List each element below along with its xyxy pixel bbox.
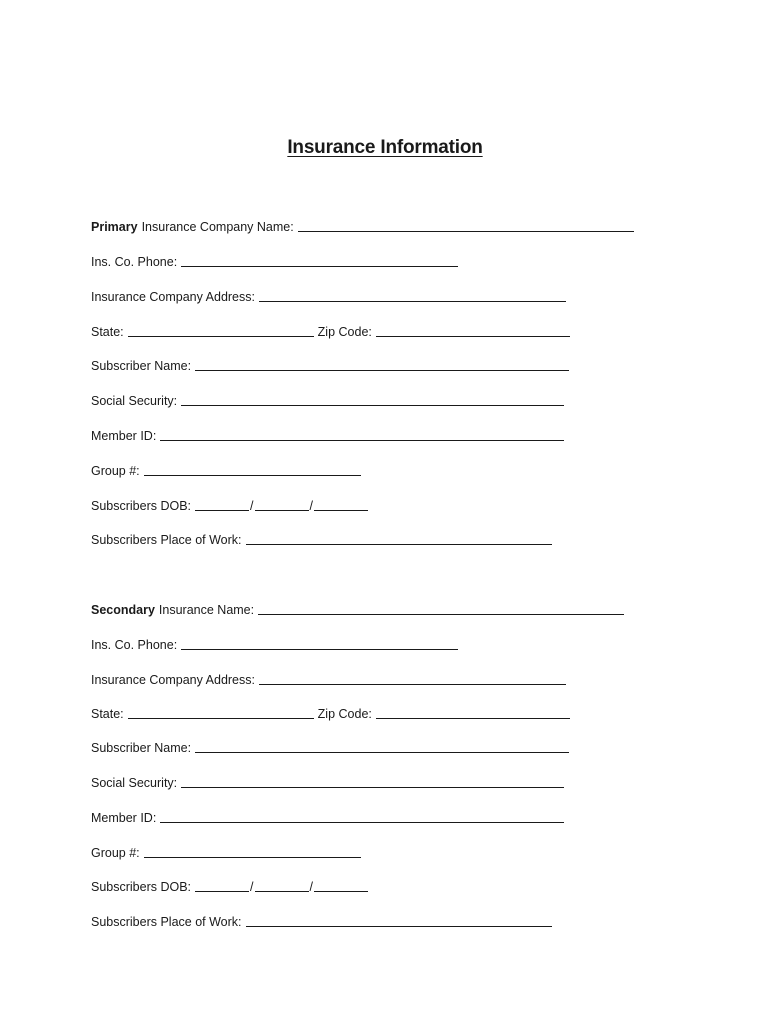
primary-ssn-field[interactable] <box>181 391 564 406</box>
secondary-work-label: Subscribers Place of Work: <box>91 915 242 929</box>
secondary-group-row <box>91 840 361 860</box>
primary-company-name-row <box>91 214 634 234</box>
secondary-state-field[interactable] <box>128 704 314 719</box>
primary-ssn-row <box>91 388 564 408</box>
primary-subscriber-row <box>91 353 569 373</box>
page-title: Insurance Information <box>287 137 483 158</box>
primary-dob-label: Subscribers DOB: <box>91 499 192 513</box>
secondary-ssn-row <box>91 770 564 790</box>
primary-state-label: State: <box>91 325 124 339</box>
primary-subscriber-label: Subscriber Name: <box>91 359 192 373</box>
primary-subscriber-field[interactable] <box>195 356 569 371</box>
primary-ssn-label: Social Security: <box>91 394 178 408</box>
secondary-subscriber-label: Subscriber Name: <box>91 741 192 755</box>
secondary-address-row <box>91 667 566 687</box>
secondary-subscriber-row <box>91 735 569 755</box>
primary-dob-separator: / <box>309 499 313 513</box>
primary-group-label: Group #: <box>91 464 140 478</box>
primary-company-name-label: Insurance Company Name: <box>141 220 294 234</box>
secondary-work-row <box>91 909 552 929</box>
primary-group-row <box>91 458 361 478</box>
secondary-company-name-row <box>91 597 624 617</box>
primary-phone-label: Ins. Co. Phone: <box>91 255 178 269</box>
primary-zip-label: Zip Code: <box>317 325 372 339</box>
primary-member-field[interactable] <box>160 426 564 441</box>
secondary-phone-row <box>91 632 458 652</box>
secondary-dob-month-field[interactable] <box>195 877 249 892</box>
primary-state-field[interactable] <box>128 322 314 337</box>
secondary-phone-field[interactable] <box>181 635 458 650</box>
secondary-member-field[interactable] <box>160 808 564 823</box>
secondary-dob-year-field[interactable] <box>314 877 368 892</box>
secondary-ssn-label: Social Security: <box>91 776 178 790</box>
primary-address-field[interactable] <box>259 287 566 302</box>
primary-dob-row <box>91 493 368 513</box>
primary-address-row <box>91 284 566 304</box>
secondary-state-label: State: <box>91 707 124 721</box>
primary-heading: Primary <box>91 220 138 234</box>
secondary-zip-field[interactable] <box>376 704 570 719</box>
secondary-company-name-field[interactable] <box>258 600 624 615</box>
primary-work-row <box>91 527 552 547</box>
primary-phone-field[interactable] <box>181 252 458 267</box>
secondary-heading: Secondary <box>91 603 155 617</box>
secondary-member-row <box>91 805 564 825</box>
secondary-dob-separator: / <box>250 880 254 894</box>
secondary-state-zip-row <box>91 701 570 721</box>
secondary-address-label: Insurance Company Address: <box>91 673 255 687</box>
secondary-group-label: Group #: <box>91 846 140 860</box>
secondary-dob-separator: / <box>309 880 313 894</box>
primary-work-field[interactable] <box>246 530 552 545</box>
primary-dob-year-field[interactable] <box>314 496 368 511</box>
secondary-work-field[interactable] <box>246 912 552 927</box>
secondary-member-label: Member ID: <box>91 811 157 825</box>
secondary-company-name-label: Insurance Name: <box>158 603 255 617</box>
primary-work-label: Subscribers Place of Work: <box>91 533 242 547</box>
primary-group-field[interactable] <box>144 461 361 476</box>
secondary-address-field[interactable] <box>259 670 566 685</box>
primary-member-label: Member ID: <box>91 429 157 443</box>
primary-dob-day-field[interactable] <box>255 496 309 511</box>
primary-state-zip-row <box>91 319 570 339</box>
secondary-subscriber-field[interactable] <box>195 738 569 753</box>
primary-zip-field[interactable] <box>376 322 570 337</box>
primary-address-label: Insurance Company Address: <box>91 290 255 304</box>
secondary-dob-day-field[interactable] <box>255 877 309 892</box>
primary-dob-month-field[interactable] <box>195 496 249 511</box>
primary-phone-row <box>91 249 458 269</box>
primary-member-row <box>91 423 564 443</box>
primary-company-name-field[interactable] <box>298 217 634 232</box>
secondary-dob-label: Subscribers DOB: <box>91 880 192 894</box>
secondary-zip-label: Zip Code: <box>317 707 372 721</box>
secondary-dob-row <box>91 874 368 894</box>
secondary-group-field[interactable] <box>144 843 361 858</box>
primary-dob-separator: / <box>250 499 254 513</box>
secondary-ssn-field[interactable] <box>181 773 564 788</box>
secondary-phone-label: Ins. Co. Phone: <box>91 638 178 652</box>
